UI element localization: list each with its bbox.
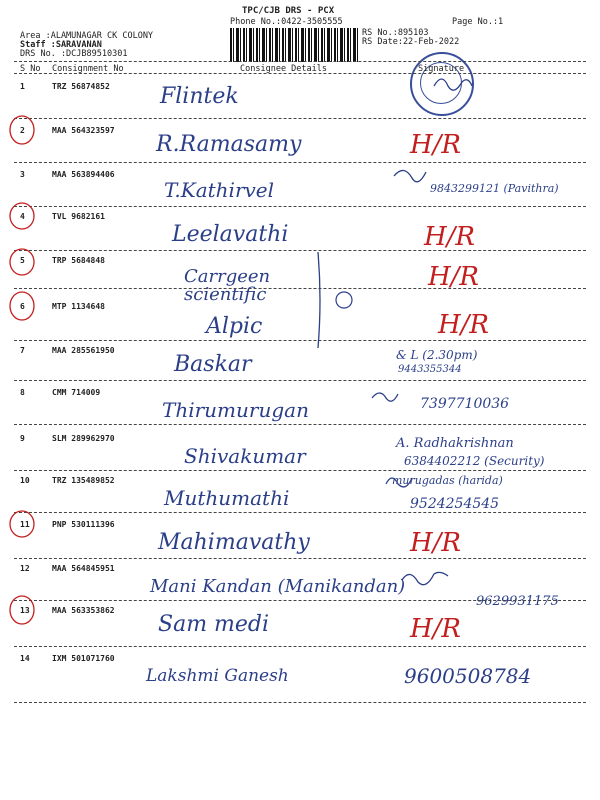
consignee-name: Lakshmi Ganesh <box>146 666 289 686</box>
bracket-circle <box>336 292 352 308</box>
consignee-name: Muthumathi <box>164 486 290 510</box>
receiver-phone: 9524254545 <box>410 496 500 512</box>
row-number: 8 <box>20 388 25 397</box>
drs-number: DRS No. :DCJB89510301 <box>20 49 128 59</box>
consignee-name: Carrgeen scientific <box>184 266 271 305</box>
consignment-number: MAA 564845951 <box>52 564 115 573</box>
receiver-phone: 9843299121 (Pavithra) <box>430 182 559 195</box>
row-number: 7 <box>20 346 25 355</box>
return-mark: H/R <box>410 130 462 160</box>
consignee-name: Thirumurugan <box>162 398 309 422</box>
col-signature: Signature <box>418 64 465 74</box>
row-number: 4 <box>20 212 25 221</box>
receiver-signature: & L (2.30pm) <box>396 348 478 362</box>
consignee-name: Shivakumar <box>184 444 306 468</box>
row-number: 3 <box>20 170 25 179</box>
consignment-number: MAA 564323597 <box>52 126 115 135</box>
rs-date: RS Date:22-Feb-2022 <box>362 37 460 47</box>
rs-number: RS No.:895103 <box>362 28 429 38</box>
staff-label: Staff :SARAVANAN <box>20 40 102 50</box>
consignment-number: MAA 563894406 <box>52 170 115 179</box>
consignment-number: MTP 1134648 <box>52 302 105 311</box>
return-mark: H/R <box>410 614 462 644</box>
consignment-number: MAA 285561950 <box>52 346 115 355</box>
row-number: 1 <box>20 82 25 91</box>
receiver-phone: 9443355344 <box>398 364 462 375</box>
row-circle <box>10 116 34 144</box>
consignee-name: R.Ramasamy <box>156 132 302 157</box>
consignment-number: MAA 563353862 <box>52 606 115 615</box>
signature-scribble <box>394 170 426 181</box>
consignee-name: Sam medi <box>158 612 270 637</box>
receiver-phone: 9600508784 <box>404 664 532 688</box>
signature-scribble <box>402 572 448 584</box>
consignee-name: Baskar <box>174 352 252 377</box>
receiver-phone: 9629931175 <box>476 594 559 609</box>
row-circle <box>10 292 34 320</box>
consignee-name: Mani Kandan (Manikandan) <box>150 576 406 597</box>
row-number: 11 <box>20 520 30 529</box>
area-label: Area :ALAMUNAGAR CK COLONY <box>20 31 154 41</box>
receiver-phone: 6384402212 (Security) <box>404 454 545 468</box>
consignee-name: Flintek <box>160 84 239 109</box>
consignment-number: PNP 530111396 <box>52 520 115 529</box>
consignment-number: TVL 9682161 <box>52 212 105 221</box>
row-number: 6 <box>20 302 25 311</box>
row-circle <box>10 511 34 537</box>
row-number: 14 <box>20 654 30 663</box>
consignee-name: Leelavathi <box>172 222 289 247</box>
consignment-number: TRP 5684848 <box>52 256 105 265</box>
consignment-number: TRZ 135489852 <box>52 476 115 485</box>
consignment-number: SLM 289962970 <box>52 434 115 443</box>
document-title: TPC/CJB DRS - PCX <box>242 6 335 16</box>
row-number: 10 <box>20 476 30 485</box>
row-number: 2 <box>20 126 25 135</box>
consignment-number: CMM 714009 <box>52 388 101 397</box>
row-number: 9 <box>20 434 25 443</box>
signature-scribble <box>372 393 398 401</box>
col-consignment: Consignment No <box>52 64 124 74</box>
consignee-name: Alpic <box>206 314 263 339</box>
col-details: Consignee Details <box>240 64 327 74</box>
return-mark: H/R <box>424 222 476 252</box>
consignee-name: T.Kathirvel <box>164 178 275 202</box>
row-number: 12 <box>20 564 30 573</box>
phone-number: Phone No.:0422-3505555 <box>230 17 343 27</box>
return-mark: H/R <box>410 528 462 558</box>
consignment-number: IXM 501071760 <box>52 654 115 663</box>
row-circle <box>10 203 34 229</box>
receiver-phone: 7397710036 <box>420 396 510 412</box>
return-mark: H/R <box>438 310 490 340</box>
receiver-signature: murugadas (harida) <box>392 474 503 487</box>
consignment-number: TRZ 56874852 <box>52 82 110 91</box>
return-mark: H/R <box>428 262 480 292</box>
receiver-signature: A. Radhakrishnan <box>396 436 514 451</box>
page-number: Page No.:1 <box>452 17 504 27</box>
signature-scribble <box>386 478 412 487</box>
bracket-mark <box>318 252 320 348</box>
row-number: 13 <box>20 606 30 615</box>
col-sno: S No <box>20 64 41 74</box>
row-circle <box>10 596 34 624</box>
row-number: 5 <box>20 256 25 265</box>
consignee-name: Mahimavathy <box>158 530 310 555</box>
signature-scribble <box>434 79 472 90</box>
row-circle <box>10 249 34 275</box>
